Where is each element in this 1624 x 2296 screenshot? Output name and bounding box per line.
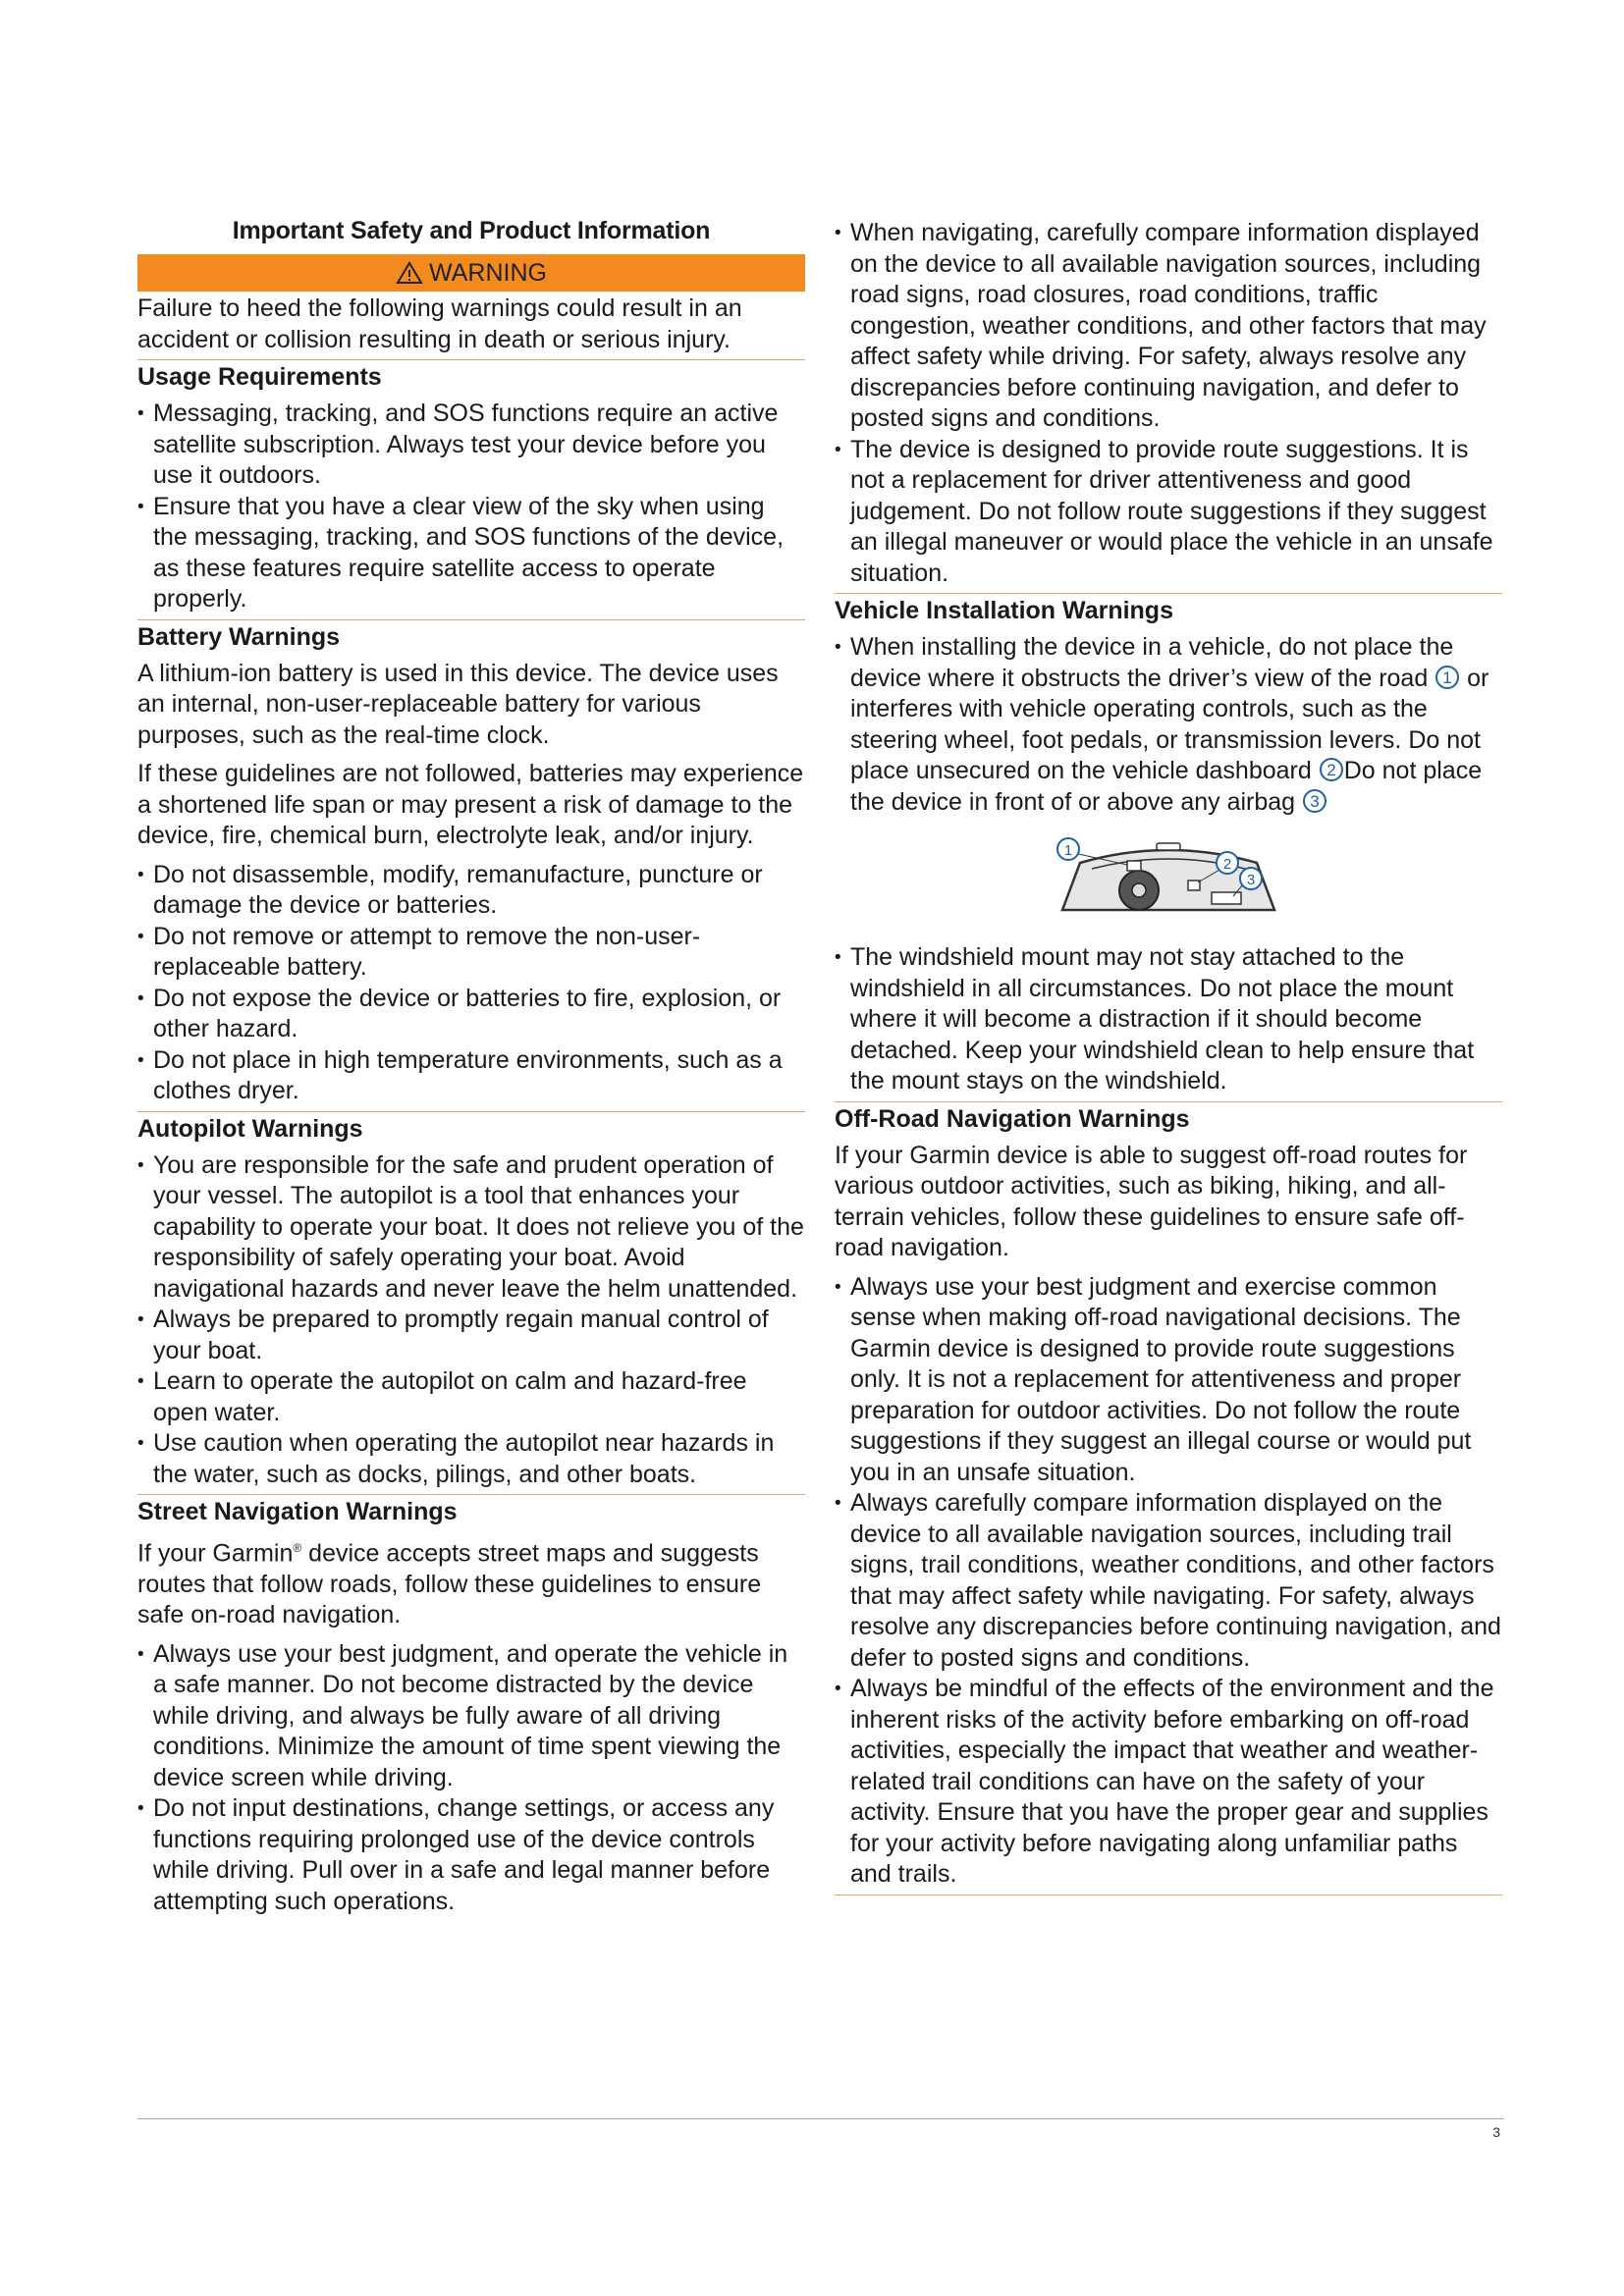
list-item: • Messaging, tracking, and SOS functions require an active satellite subscription. Always test your device before you use it outdoors. [137,399,805,492]
callout-2-icon [1319,757,1344,782]
list-item: • Do not expose the device or batteries to fire, explosion, or other hazard. [137,984,805,1045]
street-list [137,1639,805,1918]
list-item: • The device is designed to provide route suggestions. It is not a replacement for driver attentiveness and good judgement. Do not follow route suggestions if they suggest an illegal maneuver or would place the vehicle in an unsafe situation. [835,435,1502,590]
list-item: • Learn to operate the autopilot on calm and hazard-free open water. [137,1366,805,1428]
street-list-continued [835,218,1502,589]
warning-label: WARNING [429,259,547,287]
section-heading-vehicle: Vehicle Installation Warnings [835,593,1502,626]
offroad-paragraph: If your Garmin device is able to suggest off-road routes for various outdoor activities, such as biking, hiking, and all-terrain vehicles, follow these guidelines to ensure safe off-road navigation. [835,1141,1468,1261]
svg-text:3: 3 [1310,791,1320,811]
list-item: • You are responsible for the safe and prudent operation of your vessel. The autopilot is a tool that enhances your capability to operate your boat. It does not relieve you of the responsibility of safely operating your boat. Avoid navigational hazards and never leave the helm unattended. [137,1150,805,1306]
warning-intro: Failure to heed the following warnings could result in an accident or collision resulting in death or serious injury. [137,294,742,353]
list-item: • When installing the device in a vehicle, do not place the device where it obstructs the driver’s view of the road 1 or interferes with vehicle operating controls, such as the steering wheel, foot pedals, or transmission levers. Do not place unsecured on the vehicle dashboard 2 Do not place the device in front of or above any airbag 3 [835,632,1502,818]
warning-banner [137,254,805,292]
list-item: • Do not place in high temperature environments, such as a clothes dryer. [137,1045,805,1107]
list-item: • Do not input destinations, change settings, or access any functions requiring prolonged use of the device controls while driving. Pull over in a safe and legal manner before attempting such operations. [137,1793,805,1917]
svg-text:1: 1 [1442,667,1452,687]
battery-list [137,860,805,1107]
list-item: • Ensure that you have a clear view of the sky when using the messaging, tracking, and SOS functions of the device, as these features require satellite access to operate properly. [137,492,805,615]
right-column [835,214,1502,1896]
section-end-rule [835,1895,1502,1896]
svg-text:3: 3 [1246,872,1256,888]
autopilot-list [137,1150,805,1491]
dashboard-diagram [835,833,1502,927]
callout-3-icon [1302,788,1327,814]
battery-paragraph: A lithium-ion battery is used in this device. The device uses an internal, non-user-replaceable battery for various purposes, such as the real-time clock. [137,659,779,749]
page-title: Important Safety and Product Information [232,217,711,244]
list-item: • Always be prepared to promptly regain manual control of your boat. [137,1305,805,1366]
section-heading-usage: Usage Requirements [137,359,805,393]
footer-rule [137,2118,1504,2119]
list-item: • Always carefully compare information displayed on the device to all available navigation sources, including trail signs, trail conditions, weather conditions, and other factors that may affect safety while navigating. For safety, always resolve any discrepancies before continuing navigation, and defer to posted signs and conditions. [835,1488,1502,1674]
list-item: • Always be mindful of the effects of the environment and the inherent risks of the activity before embarking on off-road activities, especially the impact that weather and weather-related trail conditions can have on the safety of your activity. Ensure that you have the proper gear and supplies for your activity before navigating along unfamiliar paths and trails. [835,1674,1502,1891]
list-item: • When navigating, carefully compare information displayed on the device to all available navigation sources, including road signs, road closures, road conditions, traffic congestion, weather conditions, and other factors that may affect safety while driving. For safety, always resolve any discrepancies before continuing navigation, and defer to posted signs and conditions. [835,218,1502,435]
svg-text:2: 2 [1222,856,1232,873]
figure-callout-2 [1217,852,1238,874]
list-item: • The windshield mount may not stay attached to the windshield in all circumstances. Do not place the mount where it will become a distraction if it should become detached. Keep your windshield clean to help ensure that the mount stays on the windshield. [835,942,1502,1097]
battery-paragraph: If these guidelines are not followed, batteries may experience a shortened life span or may present a risk of damage to the device, fire, chemical burn, electrolyte leak, and/or injury. [137,760,804,849]
svg-text:2: 2 [1326,761,1336,779]
left-column [137,214,805,1917]
list-item: • Do not disassemble, modify, remanufacture, puncture or damage the device or batteries. [137,860,805,922]
dashboard-illustration [1041,833,1296,922]
section-heading-battery: Battery Warnings [137,619,805,653]
figure-callout-3 [1240,868,1262,889]
usage-list [137,399,805,615]
vehicle-list [835,632,1502,818]
vehicle-list-2 [835,942,1502,1097]
svg-text:1: 1 [1063,842,1073,859]
section-heading-autopilot: Autopilot Warnings [137,1111,805,1145]
list-item: • Do not remove or attempt to remove the non-user-replaceable battery. [137,922,805,984]
street-paragraph: If your Garmin® device accepts street maps and suggests routes that follow roads, follow these guidelines to ensure safe on-road navigation. [137,1539,762,1629]
page-number: 3 [1492,2124,1500,2140]
section-heading-offroad: Off-Road Navigation Warnings [835,1101,1502,1135]
warning-triangle-icon [396,261,423,285]
list-item: • Always use your best judgment, and operate the vehicle in a safe manner. Do not become distracted by the device while driving, and always be fully aware of all driving conditions. Minimize the amount of time spent viewing the device screen while driving. [137,1639,805,1794]
callout-1-icon [1435,665,1460,690]
list-item: • Always use your best judgment and exercise common sense when making off-road navigational decisions. The Garmin device is designed to provide route suggestions only. It is not a replacement for attentiveness and proper preparation for outdoor activities. Do not follow the route suggestions if they suggest an illegal course or would put you in an unsafe situation. [835,1272,1502,1489]
section-heading-street: Street Navigation Warnings [137,1494,805,1527]
figure-callout-1 [1057,838,1079,860]
list-item: • Use caution when operating the autopilot near hazards in the water, such as docks, pilings, and other boats. [137,1428,805,1490]
offroad-list [835,1272,1502,1891]
